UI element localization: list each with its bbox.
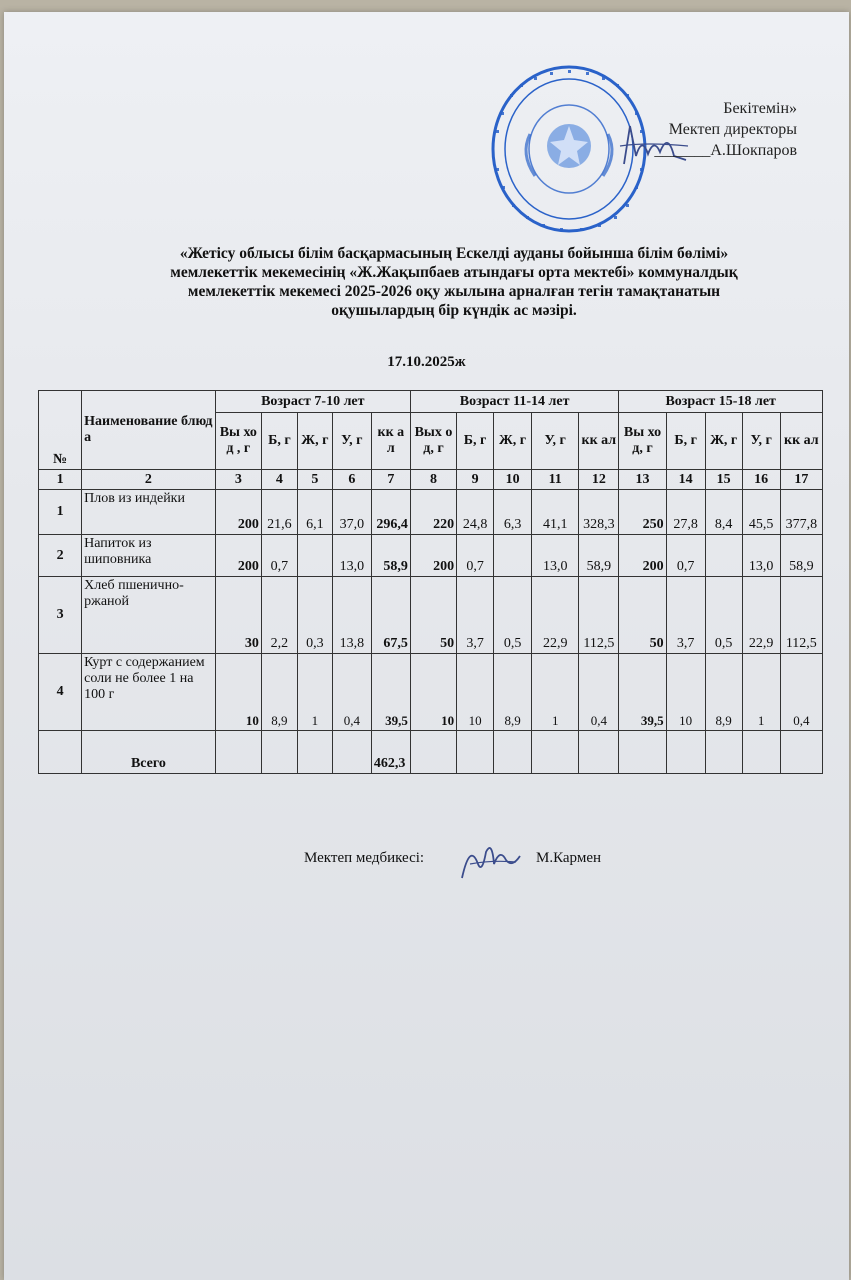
- value-g3-c3: 8,4: [705, 490, 742, 535]
- value-g2-c5: 0,4: [579, 654, 619, 731]
- total-label: Всего: [82, 731, 216, 774]
- dish-name: Плов из индейки: [82, 490, 216, 535]
- subheader-g1-c1: Вы ход , г: [215, 413, 261, 470]
- value-g3-c5: 112,5: [780, 577, 822, 654]
- dish-name: Курт с содержанием соли не более 1 на 100 г: [82, 654, 216, 731]
- subheader-g3-c2: Б, г: [666, 413, 705, 470]
- column-index-13: 13: [619, 470, 666, 490]
- header-age-group-1: Возраст 7-10 лет: [215, 391, 410, 413]
- approval-line-2: Мектеп директоры: [668, 121, 797, 138]
- column-index-8: 8: [410, 470, 456, 490]
- column-index-15: 15: [705, 470, 742, 490]
- value-g1-c4: 13,8: [332, 577, 371, 654]
- column-index-5: 5: [297, 470, 332, 490]
- value-g1-c5: 296,4: [371, 490, 410, 535]
- header-no: №: [39, 391, 82, 470]
- value-g1-c2: 0,7: [261, 534, 297, 577]
- column-index-6: 6: [332, 470, 371, 490]
- value-g3-c5: 58,9: [780, 534, 822, 577]
- value-g2-c5: 58,9: [579, 534, 619, 577]
- value-g2-c5: 328,3: [579, 490, 619, 535]
- dish-number: 3: [39, 577, 82, 654]
- value-g3-c4: 1: [742, 654, 780, 731]
- subheader-g2-c5: кк ал: [579, 413, 619, 470]
- value-g2-c1: 50: [410, 577, 456, 654]
- footer: [304, 850, 602, 867]
- nurse-label: Мектеп медбикесі:: [304, 850, 425, 866]
- nurse-name: М.Кармен: [536, 850, 602, 866]
- column-index-7: 7: [371, 470, 410, 490]
- subheader-g1-c4: У, г: [332, 413, 371, 470]
- nurse-signature: [456, 834, 528, 886]
- value-g2-c3: 0,5: [494, 577, 532, 654]
- value-g2-c1: 10: [410, 654, 456, 731]
- dish-row: [39, 534, 823, 577]
- value-g1-c3: 0,3: [297, 577, 332, 654]
- value-g2-c2: 3,7: [457, 577, 494, 654]
- value-g2-c2: 10: [457, 654, 494, 731]
- value-g2-c1: 200: [410, 534, 456, 577]
- value-g3-c5: 0,4: [780, 654, 822, 731]
- value-g1-c2: 8,9: [261, 654, 297, 731]
- column-index-16: 16: [742, 470, 780, 490]
- subheader-g1-c5: кк ал: [371, 413, 410, 470]
- dish-name: Напиток из шиповника: [82, 534, 216, 577]
- approval-block: [654, 98, 797, 161]
- dish-number: 2: [39, 534, 82, 577]
- approval-line-3: _______А.Шокпаров: [654, 142, 797, 159]
- dish-number: 1: [39, 490, 82, 535]
- title-line-3: мемлекеттік мекемесі 2025-2026 оқу жылына арналған тегін тамақтанатын: [187, 283, 721, 300]
- document-title: [114, 244, 794, 320]
- dish-name: Хлеб пшенично-ржаной: [82, 577, 216, 654]
- value-g1-c3: [297, 534, 332, 577]
- value-g3-c2: 0,7: [666, 534, 705, 577]
- value-g1-c3: 1: [297, 654, 332, 731]
- title-line-2: мемлекеттік мекемесінің «Ж.Жақыпбаев атындағы орта мектебі» коммуналдық: [170, 264, 738, 281]
- column-index-11: 11: [532, 470, 579, 490]
- value-g3-c3: 8,9: [705, 654, 742, 731]
- value-g2-c4: 1: [532, 654, 579, 731]
- value-g1-c2: 2,2: [261, 577, 297, 654]
- header-age-group-3: Возраст 15-18 лет: [619, 391, 823, 413]
- value-g1-c5: 39,5: [371, 654, 410, 731]
- column-index-1: 1: [39, 470, 82, 490]
- menu-table: [38, 390, 823, 774]
- value-g3-c4: 13,0: [742, 534, 780, 577]
- subheader-g2-c3: Ж, г: [494, 413, 532, 470]
- value-g1-c1: 200: [215, 490, 261, 535]
- column-index-12: 12: [579, 470, 619, 490]
- dish-row: [39, 490, 823, 535]
- value-g2-c3: [494, 534, 532, 577]
- header-age-group-2: Возраст 11-14 лет: [410, 391, 619, 413]
- value-g1-c1: 200: [215, 534, 261, 577]
- subheader-g2-c1: Вых од, г: [410, 413, 456, 470]
- column-index-4: 4: [261, 470, 297, 490]
- value-g3-c2: 27,8: [666, 490, 705, 535]
- value-g3-c4: 45,5: [742, 490, 780, 535]
- dish-row: [39, 577, 823, 654]
- column-index-3: 3: [215, 470, 261, 490]
- value-g3-c3: 0,5: [705, 577, 742, 654]
- subheader-g3-c4: У, г: [742, 413, 780, 470]
- subheader-g3-c5: кк ал: [780, 413, 822, 470]
- value-g2-c3: 6,3: [494, 490, 532, 535]
- value-g2-c4: 41,1: [532, 490, 579, 535]
- value-g1-c2: 21,6: [261, 490, 297, 535]
- total-empty: [39, 731, 82, 774]
- dish-row: [39, 654, 823, 731]
- value-g2-c4: 22,9: [532, 577, 579, 654]
- subheader-g1-c2: Б, г: [261, 413, 297, 470]
- value-g3-c1: 39,5: [619, 654, 666, 731]
- dish-number: 4: [39, 654, 82, 731]
- value-g2-c5: 112,5: [579, 577, 619, 654]
- value-g3-c4: 22,9: [742, 577, 780, 654]
- header-dish-name: Наименование блюда: [82, 391, 216, 470]
- subheader-g1-c3: Ж, г: [297, 413, 332, 470]
- value-g2-c3: 8,9: [494, 654, 532, 731]
- value-g1-c5: 58,9: [371, 534, 410, 577]
- total-kcal: 462,3: [371, 731, 410, 774]
- value-g1-c5: 67,5: [371, 577, 410, 654]
- subheader-g2-c2: Б, г: [457, 413, 494, 470]
- value-g3-c2: 3,7: [666, 577, 705, 654]
- value-g2-c1: 220: [410, 490, 456, 535]
- column-index-9: 9: [457, 470, 494, 490]
- document-page: [4, 12, 849, 1280]
- subheader-g2-c4: У, г: [532, 413, 579, 470]
- value-g3-c5: 377,8: [780, 490, 822, 535]
- column-index-10: 10: [494, 470, 532, 490]
- value-g1-c3: 6,1: [297, 490, 332, 535]
- value-g2-c4: 13,0: [532, 534, 579, 577]
- column-index-2: 2: [82, 470, 216, 490]
- value-g3-c2: 10: [666, 654, 705, 731]
- value-g1-c4: 37,0: [332, 490, 371, 535]
- value-g3-c1: 50: [619, 577, 666, 654]
- value-g3-c1: 200: [619, 534, 666, 577]
- value-g2-c2: 0,7: [457, 534, 494, 577]
- title-line-4: оқушылардың бір күндік ас мәзірі.: [331, 302, 577, 319]
- value-g2-c2: 24,8: [457, 490, 494, 535]
- approval-line-1: Бекітемін»: [723, 100, 797, 117]
- value-g1-c4: 0,4: [332, 654, 371, 731]
- column-index-17: 17: [780, 470, 822, 490]
- value-g3-c1: 250: [619, 490, 666, 535]
- menu-date: 17.10.2025ж: [387, 354, 466, 370]
- value-g1-c4: 13,0: [332, 534, 371, 577]
- title-line-1: «Жетісу облысы білім басқармасының Ескелді ауданы бойынша білім бөлімі»: [179, 245, 729, 262]
- value-g3-c3: [705, 534, 742, 577]
- value-g1-c1: 30: [215, 577, 261, 654]
- value-g1-c1: 10: [215, 654, 261, 731]
- subheader-g3-c3: Ж, г: [705, 413, 742, 470]
- subheader-g3-c1: Вы ход, г: [619, 413, 666, 470]
- column-index-14: 14: [666, 470, 705, 490]
